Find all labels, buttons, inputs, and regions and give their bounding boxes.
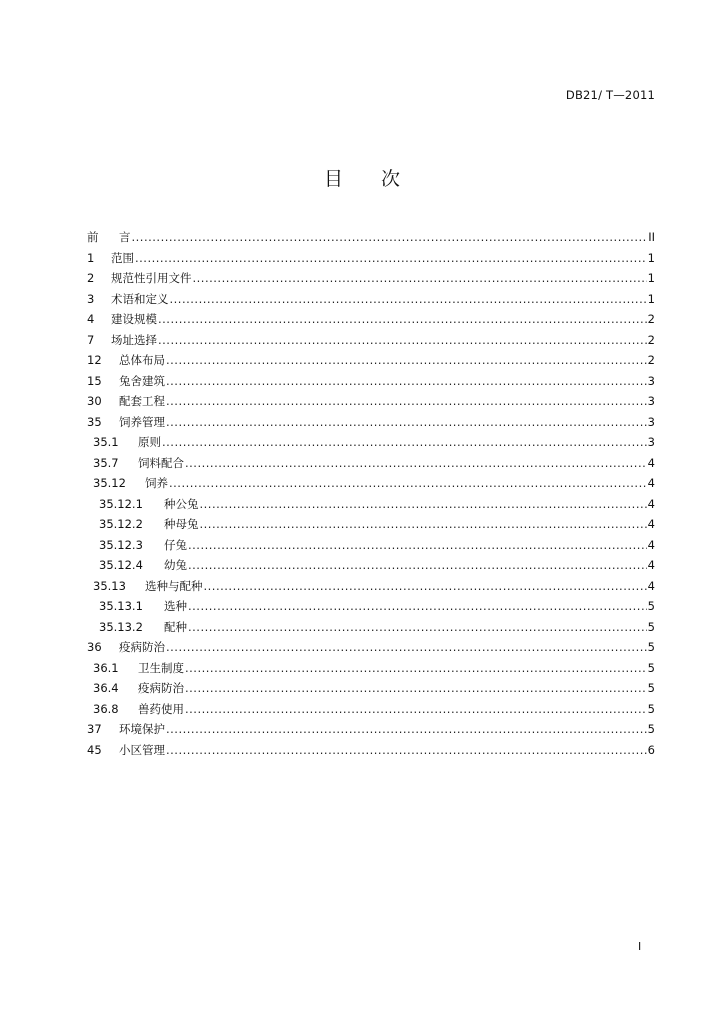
toc-entry[interactable] (87, 270, 655, 291)
toc-entry[interactable] (87, 578, 655, 599)
toc-entry-label: 饲料配合 (138, 455, 184, 470)
toc-entry-page: 5 (647, 722, 655, 736)
toc-entry-label: 卫生制度 (138, 660, 184, 675)
toc-entry[interactable] (87, 557, 655, 578)
toc-dot-leader (169, 476, 647, 490)
toc-title-left: 目 (323, 168, 343, 190)
toc-entry-number: 15 (87, 373, 102, 388)
toc-entry-page: 1 (647, 271, 655, 285)
toc-dot-leader (135, 251, 647, 265)
table-of-contents (87, 229, 655, 762)
toc-entry-label: 配套工程 (119, 394, 165, 408)
toc-entry-label: 兔舍建筑 (119, 373, 165, 388)
toc-entry[interactable] (87, 311, 655, 332)
toc-dot-leader (162, 435, 647, 449)
toc-entry[interactable] (87, 537, 655, 558)
toc-dot-leader (188, 599, 647, 613)
toc-entry[interactable] (87, 332, 655, 353)
toc-dot-leader (200, 497, 647, 511)
toc-entry-number: 3 (87, 291, 95, 306)
toc-entry-number: 1 (87, 250, 95, 265)
toc-entry-label: 幼兔 (164, 558, 187, 572)
toc-dot-leader (185, 661, 647, 675)
toc-entry[interactable] (87, 393, 655, 414)
toc-entry-label: 配种 (164, 619, 187, 634)
toc-entry-number: 7 (87, 332, 95, 347)
toc-entry-label: 环境保护 (119, 722, 165, 736)
toc-entry-label: 选种 (164, 599, 187, 613)
toc-entry-number: 2 (87, 271, 95, 285)
toc-dot-leader (170, 292, 647, 306)
toc-entry[interactable] (87, 721, 655, 742)
toc-entry[interactable] (87, 516, 655, 537)
toc-entry-number: 30 (87, 394, 102, 408)
toc-entry-page: 5 (647, 701, 655, 716)
toc-entry-number: 35.12.3 (99, 537, 143, 552)
toc-entry[interactable] (87, 660, 655, 681)
toc-dot-leader (132, 230, 648, 244)
toc-dot-leader (158, 312, 647, 326)
toc-entry-page: 5 (647, 681, 655, 695)
toc-entry-number: 4 (87, 312, 95, 326)
toc-dot-leader (185, 456, 647, 470)
toc-entry-number: 35.13.2 (99, 619, 143, 634)
toc-entry[interactable] (87, 742, 655, 763)
toc-entry[interactable] (87, 414, 655, 435)
toc-dot-leader (185, 681, 647, 695)
toc-entry-page: 2 (647, 332, 655, 347)
toc-dot-leader (166, 415, 647, 429)
toc-entry[interactable] (87, 639, 655, 660)
toc-entry-page: 1 (647, 250, 655, 265)
toc-dot-leader (193, 271, 647, 285)
toc-entry-number: 37 (87, 722, 102, 736)
toc-entry-page: 4 (647, 517, 655, 531)
toc-dot-leader (185, 702, 647, 716)
toc-entry[interactable] (87, 455, 655, 476)
toc-entry-page: 3 (647, 394, 655, 408)
document-code: DB21/ T—2011 (565, 88, 655, 102)
toc-entry-label: 种公兔 (164, 496, 199, 511)
toc-entry-page: 2 (647, 312, 655, 326)
toc-entry-number: 35.7 (93, 455, 119, 470)
toc-entry-page: 6 (647, 742, 655, 757)
toc-entry[interactable] (87, 229, 655, 250)
toc-entry[interactable] (87, 352, 655, 373)
toc-entry-number: 前 (87, 230, 99, 244)
page-number: I (638, 940, 642, 953)
toc-entry[interactable] (87, 475, 655, 496)
toc-entry-label: 小区管理 (119, 742, 165, 757)
toc-entry[interactable] (87, 291, 655, 312)
toc-dot-leader (200, 517, 647, 531)
toc-entry-page: 2 (647, 353, 655, 367)
toc-dot-leader (188, 538, 647, 552)
toc-dot-leader (166, 353, 647, 367)
toc-dot-leader (166, 640, 647, 654)
toc-entry-label: 选种与配种 (145, 578, 203, 593)
toc-entry-number: 36.4 (93, 681, 119, 695)
toc-entry-label: 术语和定义 (111, 291, 169, 306)
toc-entry[interactable] (87, 598, 655, 619)
toc-entry[interactable] (87, 619, 655, 640)
toc-entry-label: 种母兔 (164, 517, 199, 531)
toc-dot-leader (166, 743, 647, 757)
toc-dot-leader (188, 558, 647, 572)
toc-entry-number: 35.13 (93, 578, 126, 593)
toc-entry-number: 45 (87, 742, 102, 757)
toc-dot-leader (188, 620, 647, 634)
toc-entry-number: 36.8 (93, 701, 119, 716)
toc-entry-number: 35.13.1 (99, 599, 143, 613)
toc-entry-label: 疫病防治 (138, 681, 184, 695)
toc-entry-page: 4 (647, 496, 655, 511)
toc-entry-label: 兽药使用 (138, 701, 184, 716)
toc-entry-number: 35.12 (93, 476, 126, 490)
toc-entry-page: 1 (647, 291, 655, 306)
toc-dot-leader (204, 579, 647, 593)
toc-dot-leader (166, 374, 647, 388)
toc-entry-label: 仔兔 (164, 537, 187, 552)
toc-entry[interactable] (87, 373, 655, 394)
toc-entry-label: 言 (119, 230, 131, 244)
toc-entry-label: 场址选择 (111, 332, 157, 347)
toc-entry-label: 原则 (138, 435, 161, 449)
toc-entry-page: 4 (647, 455, 655, 470)
toc-entry-page: 3 (647, 414, 655, 429)
toc-entry-page: 5 (647, 660, 655, 675)
toc-entry-label: 饲养 (145, 476, 168, 490)
toc-entry-number: 36 (87, 640, 102, 654)
toc-entry[interactable] (87, 250, 655, 271)
toc-entry-number: 36.1 (93, 660, 119, 675)
toc-entry-number: 35.12.4 (99, 558, 143, 572)
toc-entry[interactable] (87, 701, 655, 722)
toc-entry-page: 5 (647, 599, 655, 613)
toc-title-right: 次 (381, 168, 401, 190)
toc-entry[interactable] (87, 496, 655, 517)
toc-dot-leader (166, 722, 647, 736)
toc-entry[interactable] (87, 680, 655, 701)
toc-entry-page: 5 (647, 619, 655, 634)
toc-entry-number: 12 (87, 353, 102, 367)
toc-entry-label: 饲养管理 (119, 414, 165, 429)
toc-entry-page: 4 (647, 578, 655, 593)
toc-entry-page: 4 (647, 558, 655, 572)
toc-entry-number: 35.12.1 (99, 496, 143, 511)
toc-entry-number: 35.1 (93, 435, 119, 449)
toc-entry-page: 5 (647, 640, 655, 654)
toc-entry[interactable] (87, 434, 655, 455)
toc-entry-page: 3 (647, 373, 655, 388)
toc-dot-leader (158, 333, 647, 347)
toc-entry-page: 4 (647, 476, 655, 490)
toc-entry-label: 疫病防治 (119, 640, 165, 654)
toc-entry-page: 3 (647, 435, 655, 449)
toc-entry-number: 35.12.2 (99, 517, 143, 531)
toc-entry-label: 范围 (111, 250, 134, 265)
toc-entry-page: II (648, 230, 655, 244)
toc-title (0, 164, 724, 191)
toc-entry-label: 建设规模 (111, 312, 157, 326)
toc-dot-leader (166, 394, 647, 408)
toc-entry-label: 总体布局 (119, 353, 165, 367)
toc-entry-page: 4 (647, 537, 655, 552)
toc-entry-label: 规范性引用文件 (111, 271, 192, 285)
toc-entry-number: 35 (87, 414, 102, 429)
